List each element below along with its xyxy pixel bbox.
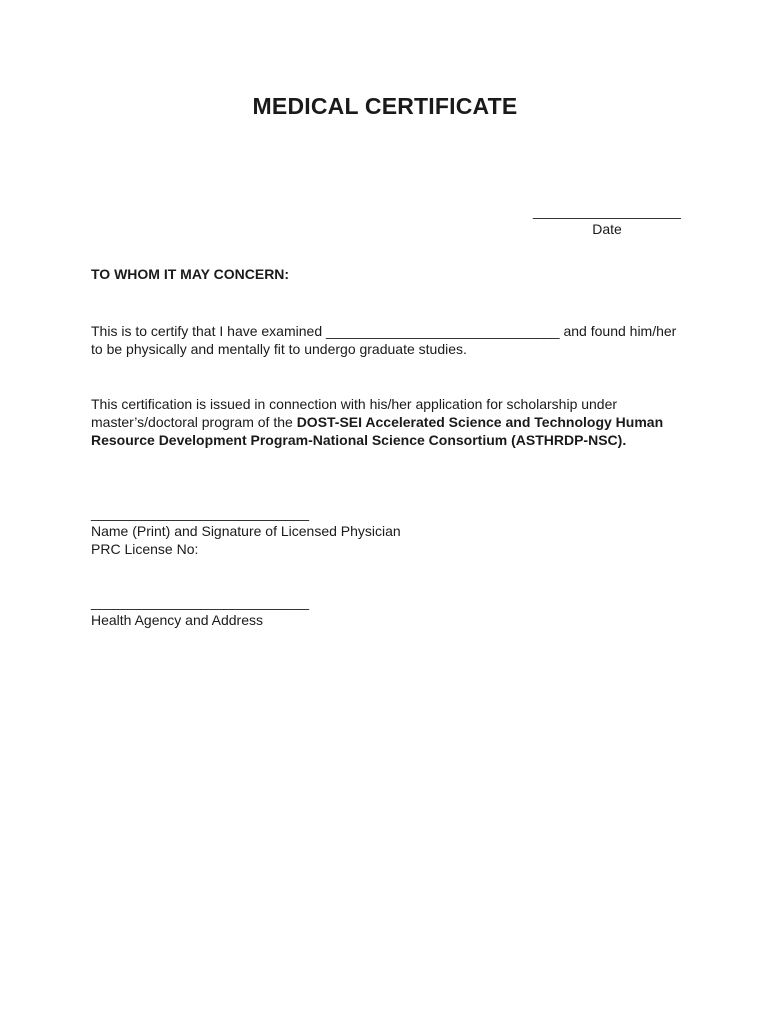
physician-signature-blank: ____________________________ [91, 505, 310, 521]
certification-line-2: to be physically and mentally fit to undergo graduate studies. [91, 341, 467, 357]
purpose-line-2 [91, 413, 691, 431]
date-block [532, 202, 682, 238]
date-blank-line: ___________________ [533, 203, 681, 219]
salutation: TO WHOM IT MAY CONCERN: [91, 266, 290, 282]
physician-signature-label: Name (Print) and Signature of Licensed Physician [91, 523, 401, 539]
patient-name-blank: ______________________________ [326, 323, 560, 339]
health-agency-block [91, 593, 309, 629]
document-title: MEDICAL CERTIFICATE [252, 93, 518, 119]
physician-signature-block [91, 504, 401, 558]
certification-prefix: This is to certify that I have examined [91, 323, 326, 339]
certification-suffix: and found him/her [559, 323, 677, 339]
health-agency-blank: ____________________________ [91, 594, 310, 610]
purpose-line-2-prefix: master’s/doctoral program of the [91, 414, 297, 430]
program-name-part-2: Resource Development Program-National Science Consortium (ASTHRDP-NSC). [91, 432, 627, 448]
prc-license-label: PRC License No: [91, 541, 199, 557]
date-label: Date [592, 221, 622, 237]
purpose-line-1: This certification is issued in connection with his/her application for scholarship under [91, 396, 618, 412]
certification-paragraph [91, 322, 691, 358]
certification-line-1 [91, 322, 691, 340]
purpose-paragraph [91, 395, 691, 449]
program-name-part-1: DOST-SEI Accelerated Science and Technology Human [296, 414, 664, 430]
health-agency-label: Health Agency and Address [91, 612, 264, 628]
